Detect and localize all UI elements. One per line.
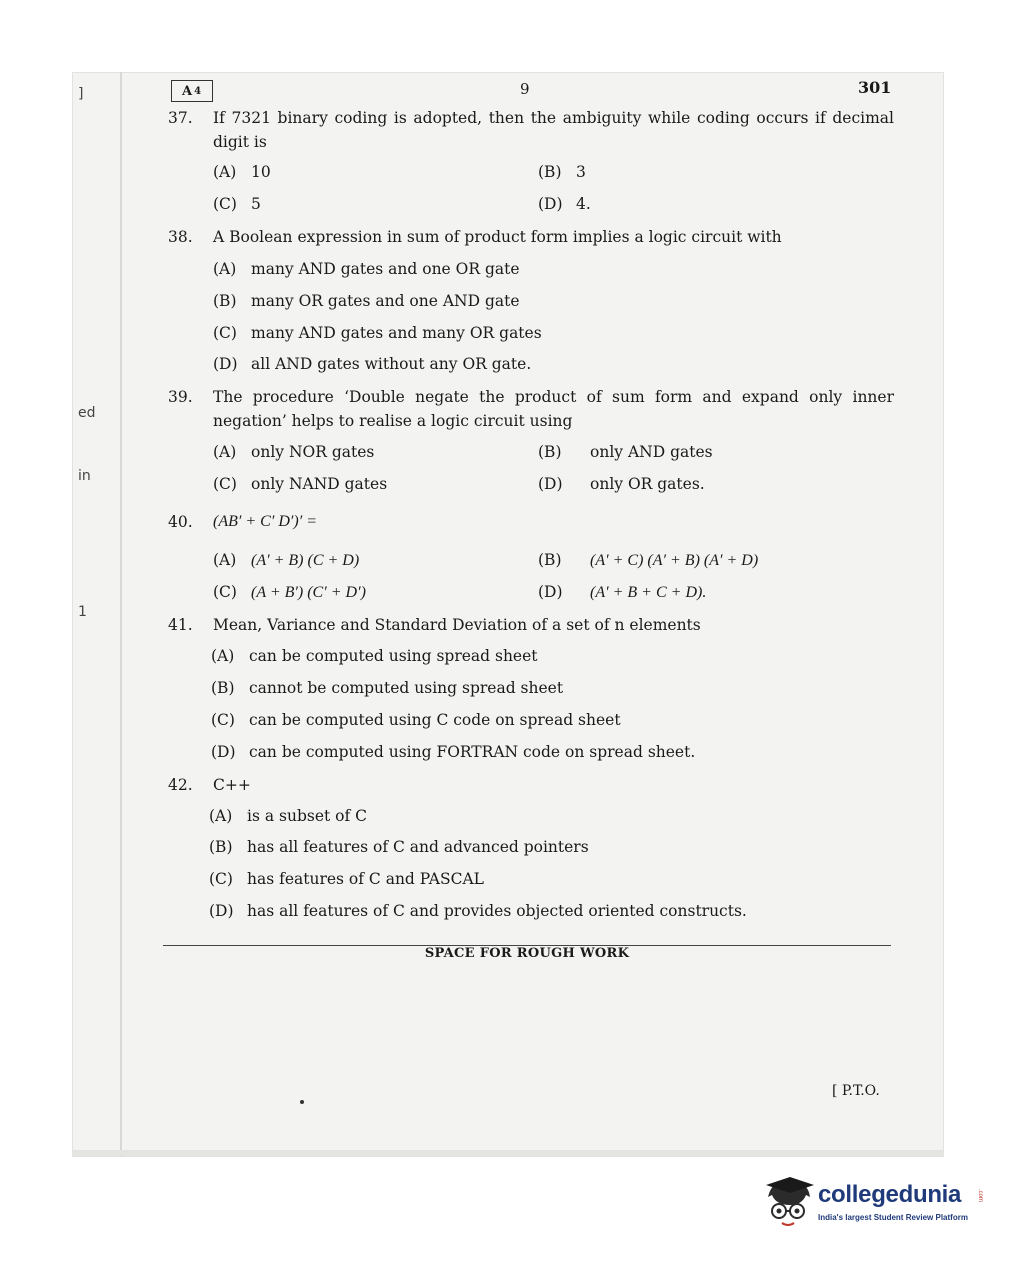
option-c: (C) only NAND gates (213, 475, 388, 493)
booklet-code-sub: 4 (194, 85, 203, 97)
option-a: (A) 10 (213, 163, 271, 181)
question-stem: Mean, Variance and Standard Deviation of a set of n elements (213, 616, 701, 634)
page-number: 9 (520, 80, 530, 98)
option-b: (B) (A′ + C) (A′ + B) (A′ + D) (538, 551, 759, 569)
question-number: 42. (168, 776, 193, 794)
question-37 (168, 106, 894, 154)
option-d: (D) (A′ + B + C + D). (538, 583, 707, 601)
margin-fragment: 1 (78, 604, 87, 620)
option-d: (D) can be computed using FORTRAN code on spread sheet. (211, 743, 696, 761)
logo-domain-suffix: .com (977, 1189, 983, 1203)
margin-fragment: ] (78, 86, 84, 102)
option-a: (A) only NOR gates (213, 443, 375, 461)
question-stem: (AB′ + C′ D′)′ = (213, 513, 318, 530)
option-d: (D) only OR gates. (538, 475, 705, 493)
question-stem: C++ (213, 776, 251, 794)
page-bottom-edge (72, 1150, 944, 1156)
option-c: (C) (A + B′) (C′ + D′) (213, 583, 366, 601)
option-c: (C) 5 (213, 195, 261, 213)
option-b: (B) only AND gates (538, 443, 713, 461)
question-40 (168, 510, 894, 534)
option-b: (B) has all features of C and advanced pointers (209, 838, 589, 856)
paper-code: 301 (858, 78, 892, 97)
question-39 (168, 385, 894, 433)
logo-wordmark: collegedunia (818, 1181, 962, 1208)
option-c: (C) many AND gates and many OR gates (213, 324, 542, 342)
option-d: (D) has all features of C and provides objected oriented constructs. (209, 902, 747, 920)
collegedunia-logo (762, 1175, 987, 1235)
margin-fragment: ed (78, 405, 96, 421)
question-38 (168, 225, 894, 249)
option-b: (B) cannot be computed using spread sheet (211, 679, 564, 697)
option-b: (B) many OR gates and one AND gate (213, 292, 520, 310)
page-spine (120, 72, 122, 1157)
option-a: (A) many AND gates and one OR gate (213, 260, 520, 278)
logo-tagline: India's largest Student Review Platform (818, 1213, 968, 1222)
question-stem: A Boolean expression in sum of product form implies a logic circuit with (213, 228, 782, 246)
question-42 (168, 773, 894, 797)
scan-speck (300, 1100, 304, 1104)
question-stem: If 7321 binary coding is adopted, then the ambiguity while coding occurs if decimal digit is (213, 109, 894, 151)
booklet-code-box (171, 80, 213, 102)
question-number: 41. (168, 616, 193, 634)
option-a: (A) can be computed using spread sheet (211, 647, 538, 665)
option-a: (A) (A′ + B) (C + D) (213, 551, 360, 569)
booklet-code: A (181, 83, 194, 99)
margin-fragment: in (78, 468, 91, 484)
option-b: (B) 3 (538, 163, 586, 181)
option-c: (C) can be computed using C code on spread sheet (211, 711, 621, 729)
question-number: 38. (168, 228, 193, 246)
question-number: 37. (168, 109, 193, 127)
mascot-icon (762, 1175, 816, 1233)
question-number: 39. (168, 388, 193, 406)
rough-work-label: SPACE FOR ROUGH WORK (424, 946, 630, 961)
option-a: (A) is a subset of C (209, 807, 368, 825)
question-41 (168, 613, 894, 637)
option-d: (D) 4. (538, 195, 591, 213)
option-c: (C) has features of C and PASCAL (209, 870, 484, 888)
question-stem: The procedure ‘Double negate the product of sum form and expand only inner negation’ helps to realise a logic circuit using (213, 388, 894, 430)
pto-label: [ P.T.O. (832, 1083, 880, 1099)
question-number: 40. (168, 513, 193, 531)
option-d: (D) all AND gates without any OR gate. (213, 355, 532, 373)
